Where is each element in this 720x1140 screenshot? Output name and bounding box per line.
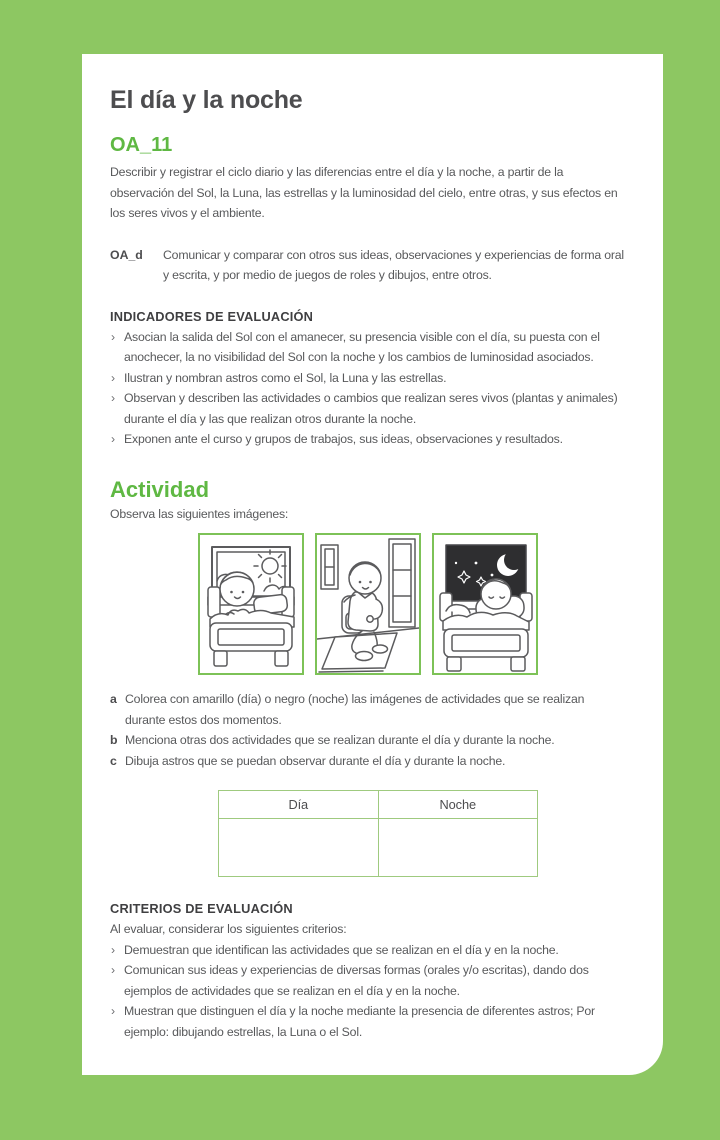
task-item-c: [110, 751, 625, 772]
indicator-text: Asocian la salida del Sol con el amanecer, su presencia visible con el día, su puesta con el anochecer, la no visibilidad del Sol con la noche y los cambios de luminosidad asociados.: [124, 329, 600, 364]
criterios-list: [110, 940, 625, 1043]
indicator-text: Ilustran y nombran astros como el Sol, la Luna y las estrellas.: [124, 370, 447, 385]
indicator-item: [110, 429, 625, 450]
task-text: Menciona otras dos actividades que se realizan durante el día y durante la noche.: [125, 733, 555, 747]
bullet-marker: ›: [111, 432, 115, 446]
bullet-marker: ›: [111, 391, 115, 405]
task-letter: b: [110, 733, 118, 747]
table-header-dia: Día: [219, 791, 379, 819]
images-row: [110, 533, 625, 675]
criteria-text: Demuestran que identifican las actividades que se realizan en el día y en la noche.: [124, 942, 559, 957]
day-night-table: [218, 790, 538, 877]
bullet-marker: ›: [111, 370, 115, 385]
worksheet-card: [82, 54, 663, 1075]
child-sleeping-night-illustration: [434, 535, 536, 673]
task-item-b: [110, 730, 625, 751]
bullet-marker: ›: [111, 1004, 115, 1018]
actividad-intro: Observa las siguientes imágenes:: [110, 506, 289, 521]
oad-row: [110, 245, 625, 286]
child-waking-day-illustration: [200, 535, 302, 673]
indicator-text: Exponen ante el curso y grupos de trabajos, sus ideas, observaciones y resultados.: [124, 432, 563, 446]
tasks-list: [110, 689, 625, 771]
indicator-item: [110, 368, 625, 389]
indicadores-list: [110, 327, 625, 450]
task-letter: c: [110, 753, 117, 768]
oad-label: OA_d: [110, 247, 143, 262]
oa11-heading: OA_11: [110, 134, 173, 156]
oa11-description: Describir y registrar el ciclo diario y las diferencias entre el día y la noche, a partir de la observación del Sol, la Luna, las estrellas y la luminosidad del cielo, entre otras, y sus efectos en los seres vivos y el ambiente.: [110, 165, 618, 220]
indicadores-heading: INDICADORES DE EVALUACIÓN: [110, 308, 314, 324]
table-header-noche: Noche: [378, 791, 538, 819]
task-letter: a: [110, 692, 117, 706]
task-text: Dibuja astros que se puedan observar durante el día y durante la noche.: [125, 753, 506, 768]
table-header-row: [219, 791, 538, 819]
bullet-marker: ›: [111, 963, 115, 977]
bullet-marker: ›: [111, 329, 115, 344]
criteria-text: Comunican sus ideas y experiencias de diversas formas (orales y/o escritas), dando dos ejemplos de actividades que se realizan en el día y en la noche.: [124, 963, 589, 998]
child-backpack-illustration: [317, 535, 419, 673]
image-box-backpack: [315, 533, 421, 675]
sun-icon: [254, 550, 286, 582]
criteria-item: [110, 940, 625, 961]
actividad-heading: Actividad: [110, 476, 210, 502]
task-item-a: [110, 689, 625, 730]
criteria-text: Muestran que distinguen el día y la noche mediante la presencia de diferentes astros; Por ejemplo: dibujando estrellas, la Luna o el Sol.: [124, 1004, 595, 1039]
criterios-intro: Al evaluar, considerar los siguientes criterios:: [110, 922, 347, 936]
image-box-day: [198, 533, 304, 675]
criterios-heading: CRITERIOS DE EVALUACIÓN: [110, 901, 293, 916]
bullet-marker: ›: [111, 942, 115, 957]
table-row: [219, 819, 538, 877]
criteria-item: [110, 960, 625, 1001]
table-cell-dia-empty: [219, 819, 379, 877]
indicator-item: [110, 388, 625, 429]
page-title: El día y la noche: [110, 86, 303, 114]
criteria-item: [110, 1001, 625, 1042]
task-text: Colorea con amarillo (día) o negro (noche) las imágenes de actividades que se realizan durante estos dos momentos.: [125, 692, 585, 727]
table-cell-noche-empty: [378, 819, 538, 877]
indicator-text: Observan y describen las actividades o cambios que realizan seres vivos (plantas y animales) durante el día y las que realizan otros durante la noche.: [124, 391, 618, 426]
indicator-item: [110, 327, 625, 368]
oad-description: Comunicar y comparar con otros sus ideas, observaciones y experiencias de forma oral y escrita, y por medio de juegos de roles y dibujos, entre otros.: [163, 247, 624, 282]
image-box-night: [432, 533, 538, 675]
